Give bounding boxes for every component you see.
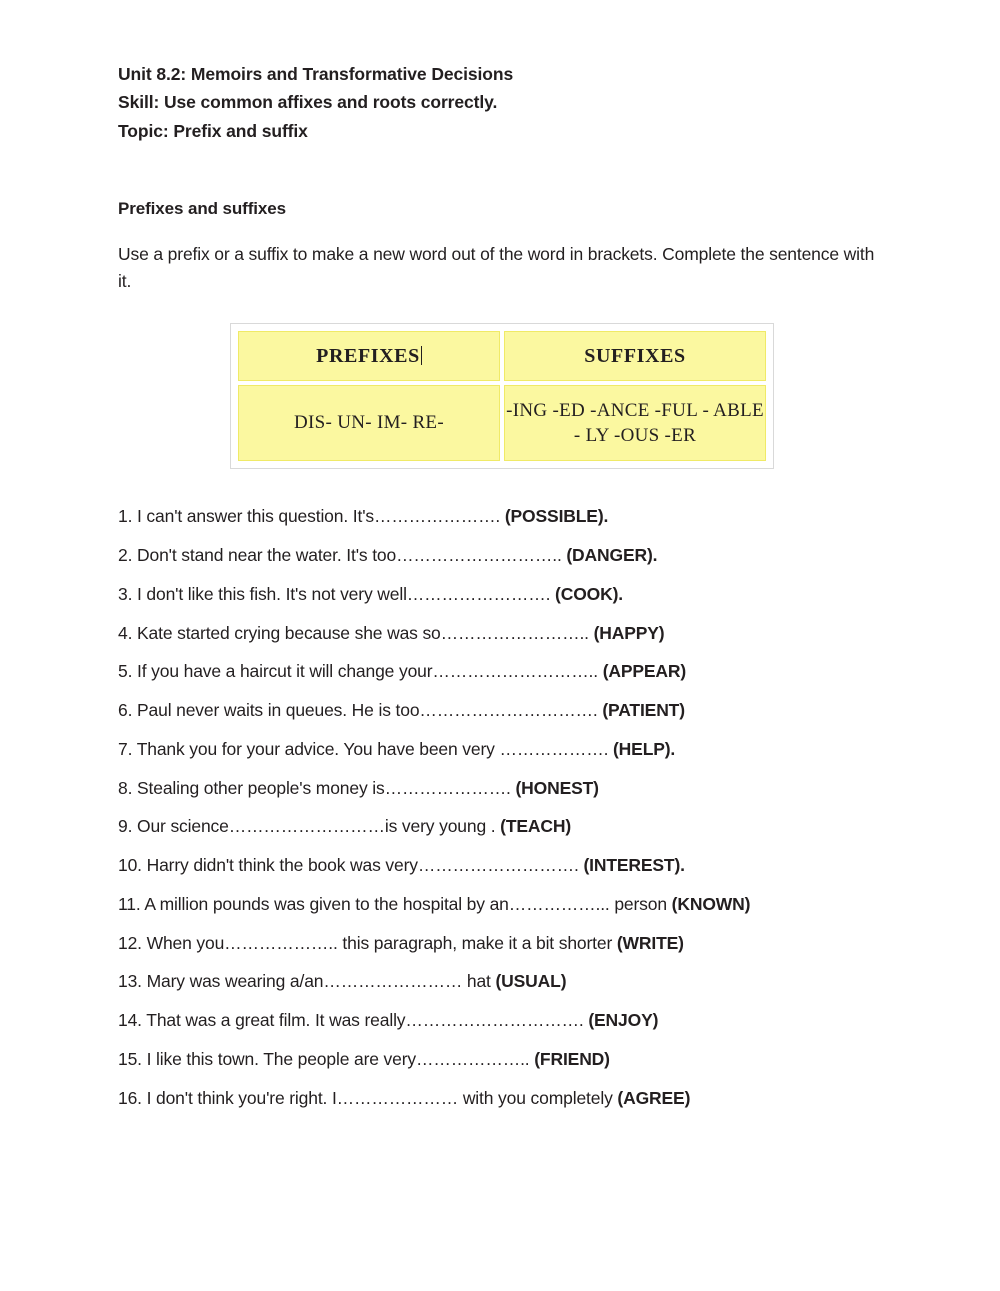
list-item [118,972,880,991]
question-answer-word: (FRIEND) [534,1048,610,1069]
affix-cell-suffixes: -ING -ED -ANCE -FUL - ABLE - LY -OUS -ER [504,385,766,461]
text-caret [421,346,422,365]
list-item [118,1089,880,1108]
question-answer-word: (WRITE) [616,932,684,953]
list-item [118,817,880,836]
question-answer-word: (INTEREST). [583,855,685,876]
list-item [118,1050,880,1069]
question-answer-word: (AGREE) [617,1087,691,1108]
question-answer-word: (KNOWN) [671,893,751,914]
header-skill-line: Skill: Use common affixes and roots correctly. [118,92,498,113]
affix-table [230,323,774,469]
question-answer-word: (COOK). [555,583,623,604]
affix-header-suffixes: SUFFIXES [504,331,766,381]
header-unit-line: Unit 8.2: Memoirs and Transformative Decisions [118,64,514,84]
question-answer-word: (ENJOY) [588,1010,659,1031]
question-answer-word: (HONEST) [515,777,599,798]
question-text: 16. I don't think you're right. I………………… with you completely [118,1087,618,1108]
question-text: 10. Harry didn't think the book was very………………………. [118,855,584,876]
question-text: 11. A million pounds was given to the hospital by an……………... person [118,893,672,914]
affix-header-prefixes [238,331,500,381]
question-text: 2. Don't stand near the water. It's too……………………….. [118,545,567,566]
question-text: 8. Stealing other people's money is…………………. [118,777,516,798]
list-item [118,701,880,720]
list-item [118,546,880,565]
instructions-text: Use a prefix or a suffix to make a new word out of the word in brackets. Complete the sentence with it. [118,244,875,292]
affix-cell-prefixes: DIS- UN- IM- RE- [238,385,500,461]
question-list [118,507,880,1108]
question-answer-word: (TEACH) [500,816,572,837]
question-text: 12. When you……………….. this paragraph, make it a bit shorter [118,932,617,953]
question-answer-word: (HELP). [613,738,676,759]
affix-header-prefixes-label: PREFIXES [316,344,420,367]
list-item [118,624,880,643]
question-answer-word: (POSSIBLE). [504,506,609,527]
list-item [118,934,880,953]
list-item [118,662,880,681]
question-answer-word: (APPEAR) [602,661,687,682]
question-text: 13. Mary was wearing a/an…………………… hat [118,971,496,992]
list-item [118,507,880,526]
question-text: 3. I don't like this fish. It's not very well……………………. [118,583,556,604]
question-text: 7. Thank you for your advice. You have been very ………………. [118,738,613,759]
question-text: 14. That was a great film. It was really…………………………. [118,1010,589,1031]
list-item [118,856,880,875]
list-item [118,740,880,759]
question-answer-word: (HAPPY) [593,622,665,643]
question-answer-word: (USUAL) [495,971,567,992]
question-text: 15. I like this town. The people are very……………….. [118,1048,535,1069]
list-item [118,779,880,798]
question-answer-word: (PATIENT) [602,700,685,721]
worksheet-header [118,60,880,145]
question-text: 6. Paul never waits in queues. He is too…………………………. [118,700,603,721]
question-text: 5. If you have a haircut it will change your……………………….. [118,661,603,682]
list-item [118,1011,880,1030]
question-text: 9. Our science………………………is very young . [118,816,501,837]
list-item [118,895,880,914]
question-answer-word: (DANGER). [566,545,658,566]
section-title: Prefixes and suffixes [118,199,286,219]
header-topic-line: Topic: Prefix and suffix [118,120,308,141]
question-text: 1. I can't answer this question. It's…………………. [118,506,505,527]
question-text: 4. Kate started crying because she was so…………………….. [118,622,594,643]
list-item [118,585,880,604]
